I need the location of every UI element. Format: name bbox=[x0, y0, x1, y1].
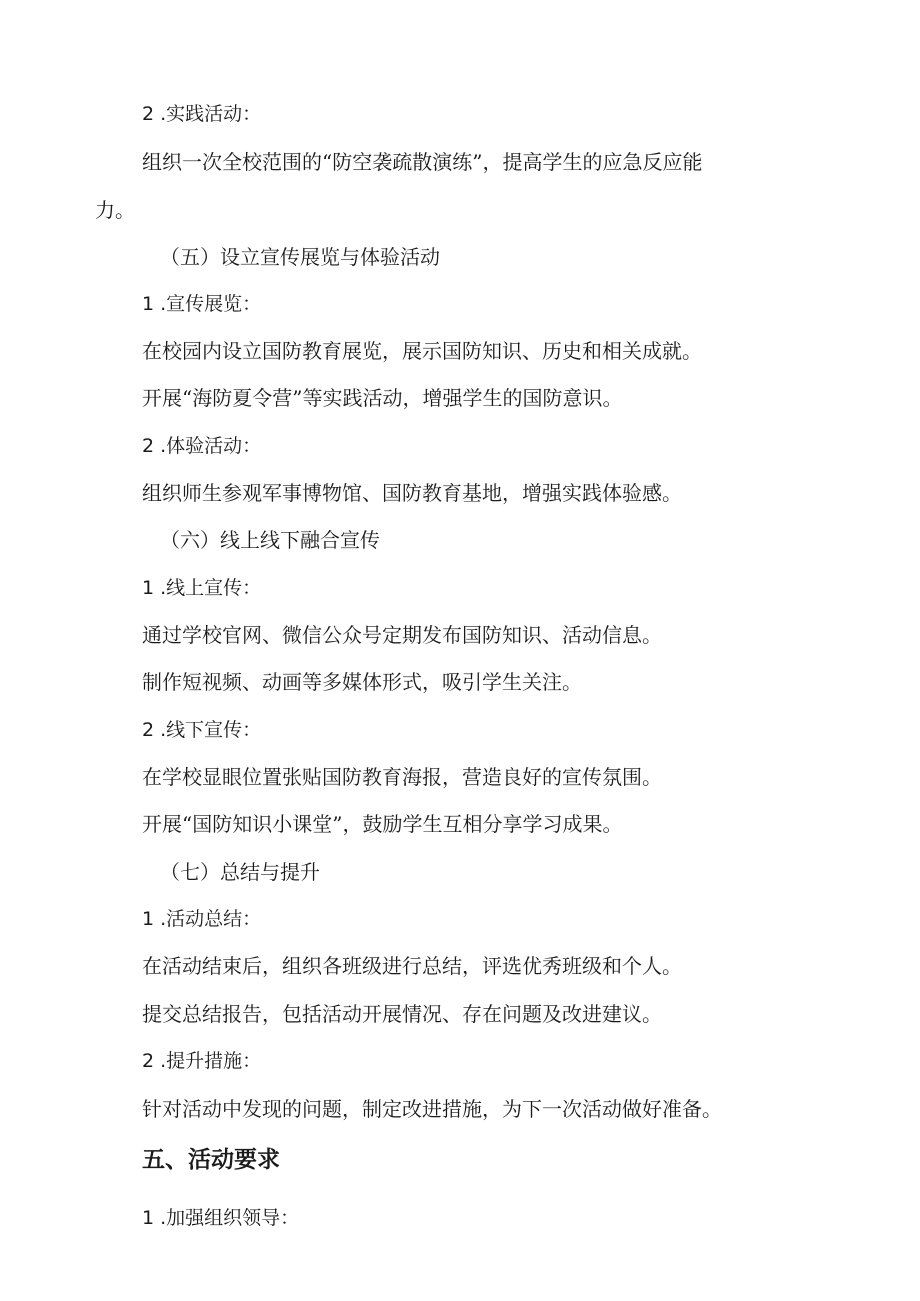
item-offline-publicity: 2 .线下宣传： bbox=[142, 719, 262, 741]
item-organizational-leadership: 1 .加强组织领导： bbox=[142, 1207, 300, 1229]
paragraph-improvement: 针对活动中发现的问题，制定改进措施，为下一次活动做好准备。 bbox=[142, 1097, 722, 1121]
section-heading-summary: （七）总结与提升 bbox=[160, 860, 320, 884]
paragraph-posters: 在学校显眼位置张贴国防教育海报，营造良好的宣传氛围。 bbox=[142, 765, 662, 789]
paragraph-exhibition: 在校园内设立国防教育展览，展示国防知识、历史和相关成就。 bbox=[142, 339, 702, 363]
item-online-publicity: 1 .线上宣传： bbox=[142, 577, 262, 599]
item-activity-summary: 1 .活动总结： bbox=[142, 908, 262, 930]
chapter-heading-requirements: 五、活动要求 bbox=[142, 1147, 280, 1173]
item-experience-activity: 2 .体验活动： bbox=[142, 435, 262, 457]
item-practice-activity: 2 .实践活动： bbox=[142, 103, 262, 125]
paragraph-short-videos: 制作短视频、动画等多媒体形式，吸引学生关注。 bbox=[142, 670, 582, 694]
paragraph-air-raid-drill-continued: 力。 bbox=[95, 198, 135, 222]
paragraph-official-website: 通过学校官网、微信公众号定期发布国防知识、活动信息。 bbox=[142, 623, 662, 647]
paragraph-summer-camp: 开展“海防夏令营”等实践活动，增强学生的国防意识。 bbox=[142, 386, 623, 410]
section-heading-online-offline: （六）线上线下融合宣传 bbox=[160, 528, 380, 552]
paragraph-mini-classroom: 开展“国防知识小课堂”，鼓励学生互相分享学习成果。 bbox=[142, 812, 623, 836]
item-improvement-measures: 2 .提升措施： bbox=[142, 1050, 262, 1072]
paragraph-air-raid-drill: 组织一次全校范围的“防空袭疏散演练”，提高学生的应急反应能 bbox=[142, 150, 703, 174]
paragraph-museum-visit: 组织师生参观军事博物馆、国防教育基地，增强实践体验感。 bbox=[142, 481, 682, 505]
section-heading-exhibition: （五）设立宣传展览与体验活动 bbox=[160, 245, 440, 269]
paragraph-class-summary: 在活动结束后，组织各班级进行总结，评选优秀班级和个人。 bbox=[142, 954, 682, 978]
item-publicity-exhibition: 1 .宣传展览： bbox=[142, 293, 262, 315]
paragraph-summary-report: 提交总结报告，包括活动开展情况、存在问题及改进建议。 bbox=[142, 1002, 662, 1026]
